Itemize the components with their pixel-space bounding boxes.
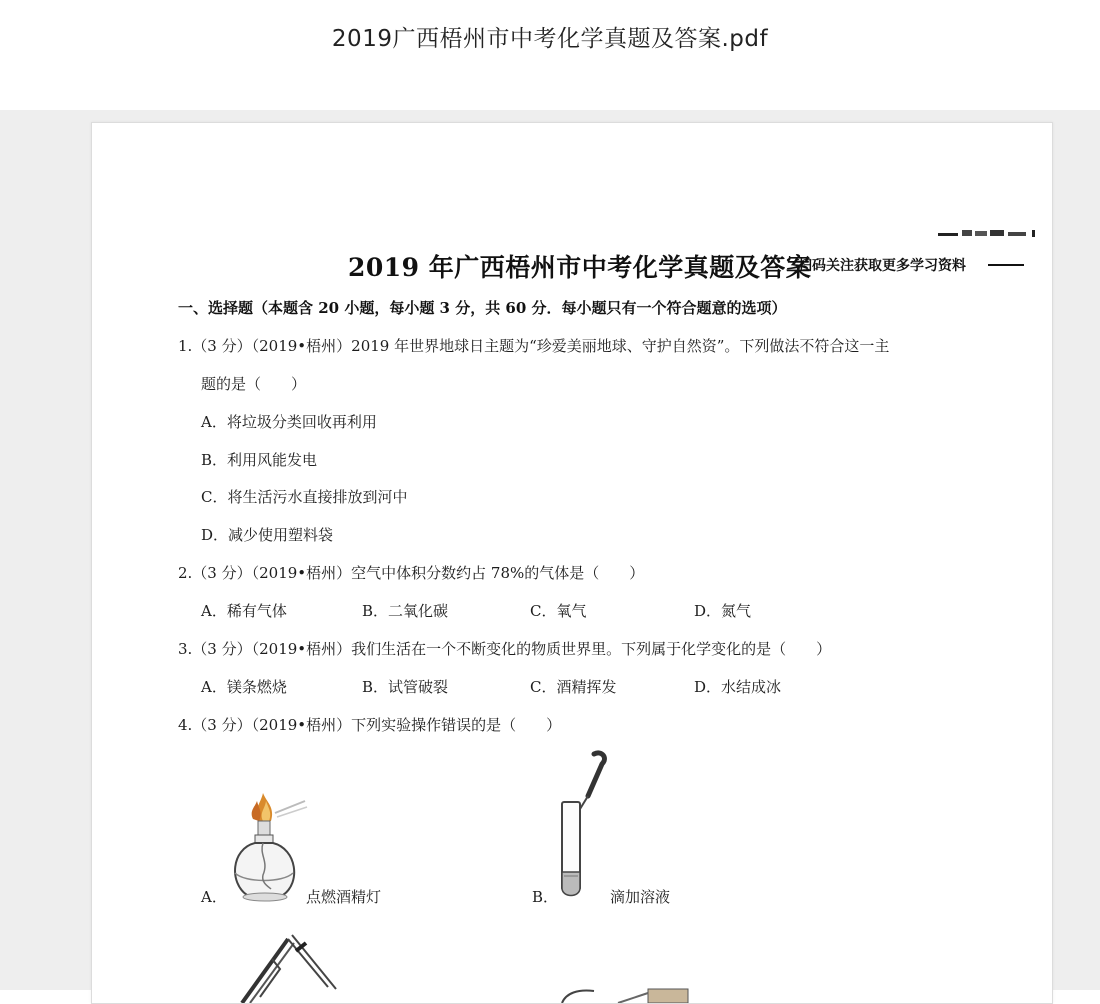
question-3-option-b: B．试管破裂 bbox=[362, 678, 449, 696]
question-1-option-b: B．利用风能发电 bbox=[201, 451, 318, 469]
qr-rule bbox=[988, 264, 1024, 266]
figure-b-caption: 滴加溶液 bbox=[610, 888, 671, 906]
figure-a-letter: A． bbox=[201, 888, 227, 906]
question-1-line-1: 1.（3 分）（2019•梧州）2019 年世界地球日主题为“珍爱美丽地球、守护自然资”。下列做法不符合这一主 bbox=[178, 337, 890, 355]
document-heading: 2019 年广西梧州市中考化学真题及答案 bbox=[348, 253, 812, 282]
figure-b-letter: B． bbox=[532, 888, 559, 906]
figure-a-caption: 点燃酒精灯 bbox=[306, 888, 382, 906]
qr-note: 扫码关注获取更多学习资料 bbox=[798, 258, 966, 274]
pdf-page bbox=[91, 122, 1053, 1004]
question-4-line-1: 4.（3 分）（2019•梧州）下列实验操作错误的是（ ） bbox=[178, 716, 562, 734]
alcohol-lamp-icon bbox=[225, 791, 317, 907]
question-2-option-c: C．氧气 bbox=[530, 602, 587, 620]
question-3-line-1: 3.（3 分）（2019•梧州）我们生活在一个不断变化的物质世界里。下列属于化学变化的是（ ） bbox=[178, 640, 832, 658]
viewer-header bbox=[0, 0, 1100, 110]
question-3-option-d: D．水结成冰 bbox=[694, 678, 782, 696]
test-tube-holder-icon bbox=[232, 929, 342, 1003]
question-1-option-a: A．将垃圾分类回收再利用 bbox=[201, 413, 377, 431]
question-1-option-d: D．减少使用塑料袋 bbox=[201, 526, 334, 544]
question-1-option-c: C．将生活污水直接排放到河中 bbox=[201, 488, 408, 506]
question-2-line-1: 2.（3 分）（2019•梧州）空气中体积分数约占 78%的气体是（ ） bbox=[178, 564, 645, 582]
section-title: 一、选择题（本题含 20 小题，每小题 3 分，共 60 分．每小题只有一个符合题意的选项） bbox=[178, 299, 787, 317]
partial-apparatus-icon bbox=[558, 985, 698, 1003]
viewer-body[interactable] bbox=[0, 110, 1100, 990]
question-3-option-a: A．镁条燃烧 bbox=[201, 678, 287, 696]
corner-mark-icon bbox=[938, 230, 1036, 238]
dropper-test-tube-icon bbox=[554, 750, 620, 902]
question-1-line-2: 题的是（ ） bbox=[201, 375, 307, 393]
question-2-option-a: A．稀有气体 bbox=[201, 602, 287, 620]
file-title: 2019广西梧州市中考化学真题及答案.pdf bbox=[331, 26, 769, 52]
question-2-option-d: D．氮气 bbox=[694, 602, 752, 620]
question-2-option-b: B．二氧化碳 bbox=[362, 602, 449, 620]
question-3-option-c: C．酒精挥发 bbox=[530, 678, 617, 696]
